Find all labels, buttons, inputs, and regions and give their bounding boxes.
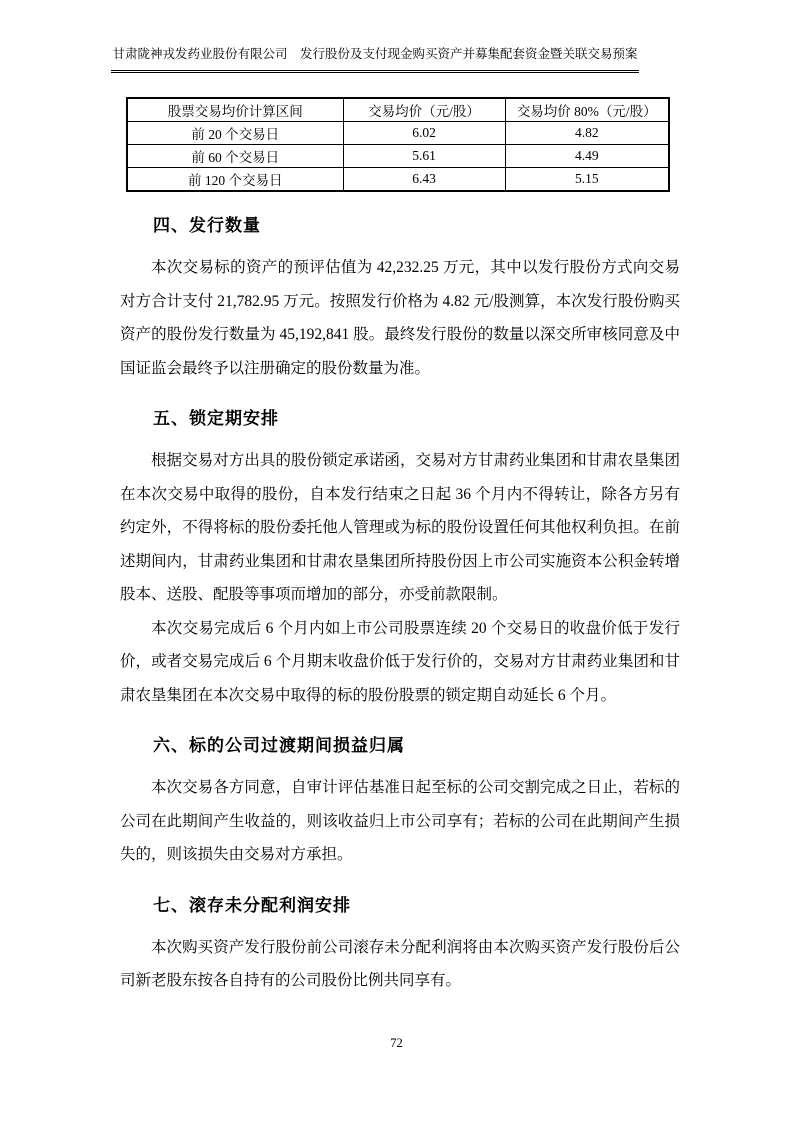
section-lockup-arrangement [120,407,680,712]
table-cell: 前 60 个交易日 [127,145,343,168]
table-header-cell: 交易均价（元/股） [343,98,505,122]
table-row [127,122,669,145]
section-heading: 七、滚存未分配利润安排 [153,895,351,915]
table-cell: 6.43 [343,168,505,192]
running-header: 甘肃陇神戎发药业股份有限公司 发行股份及支付现金购买资产并募集配套资金暨关联交易预案 [111,46,639,73]
table-cell: 前 120 个交易日 [127,168,343,192]
table-row [127,145,669,168]
table-cell: 4.49 [505,145,669,168]
page-content [120,75,680,998]
paragraph: 根据交易对方出具的股份锁定承诺函，交易对方甘肃药业集团和甘肃农垦集团在本次交易中取得的股份，自本发行结束之日起 36 个月内不得转让，除各方另有约定外，不得将标的股份委托他人管理或为标的股份设置任何其他权利负担。在前述期间内，甘肃药业集团和甘肃农垦集团所持股份因上市公司实施资本公积金转增股本、送股、配股等事项而增加的部分，亦受前款限制。 [120,452,680,603]
paragraph: 本次交易标的资产的预评估值为 42,232.25 万元，其中以发行股份方式向交易对方合计支付 21,782.95 万元。按照发行价格为 4.82 元/股测算，本次发行股份购买资产的股份发行数量为 45,192,841 股。最终发行股份的数量以深交所审核同意及中国证监会最终予以注册确定的股份数量为准。 [120,259,680,377]
table-header-cell: 股票交易均价计算区间 [127,98,343,122]
price-table [126,97,670,192]
section-retained-profit [120,894,680,998]
table-header-row [127,98,669,122]
table-row [127,168,669,192]
page-number: 72 [390,1036,403,1050]
section-transition-profit-loss [120,734,680,872]
table-cell: 5.15 [505,168,669,192]
paragraph: 本次购买资产发行股份前公司滚存未分配利润将由本次购买资产发行股份后公司新老股东按各自持有的公司股份比例共同享有。 [120,938,680,989]
section-heading: 五、锁定期安排 [153,409,279,428]
table-header-cell: 交易均价 80%（元/股） [505,98,669,122]
table-cell: 前 20 个交易日 [127,122,343,145]
section-issue-quantity [120,214,680,385]
table-cell: 5.61 [343,145,505,168]
table-cell: 6.02 [343,122,505,145]
paragraph: 本次交易完成后 6 个月内如上市公司股票连续 20 个交易日的收盘价低于发行价，或者交易完成后 6 个月期末收盘价低于发行价的，交易对方甘肃药业集团和甘肃农垦集团在本次交易中取得的标的股份股票的锁定期自动延长 6 个月。 [120,619,680,704]
section-heading: 六、标的公司过渡期间损益归属 [153,736,405,755]
section-heading: 四、发行数量 [153,216,261,235]
paragraph: 本次交易各方同意，自审计评估基准日起至标的公司交割完成之日止，若标的公司在此期间产生收益的，则该收益归上市公司享有；若标的公司在此期间产生损失的，则该损失由交易对方承担。 [120,779,680,863]
table-cell: 4.82 [505,122,669,145]
